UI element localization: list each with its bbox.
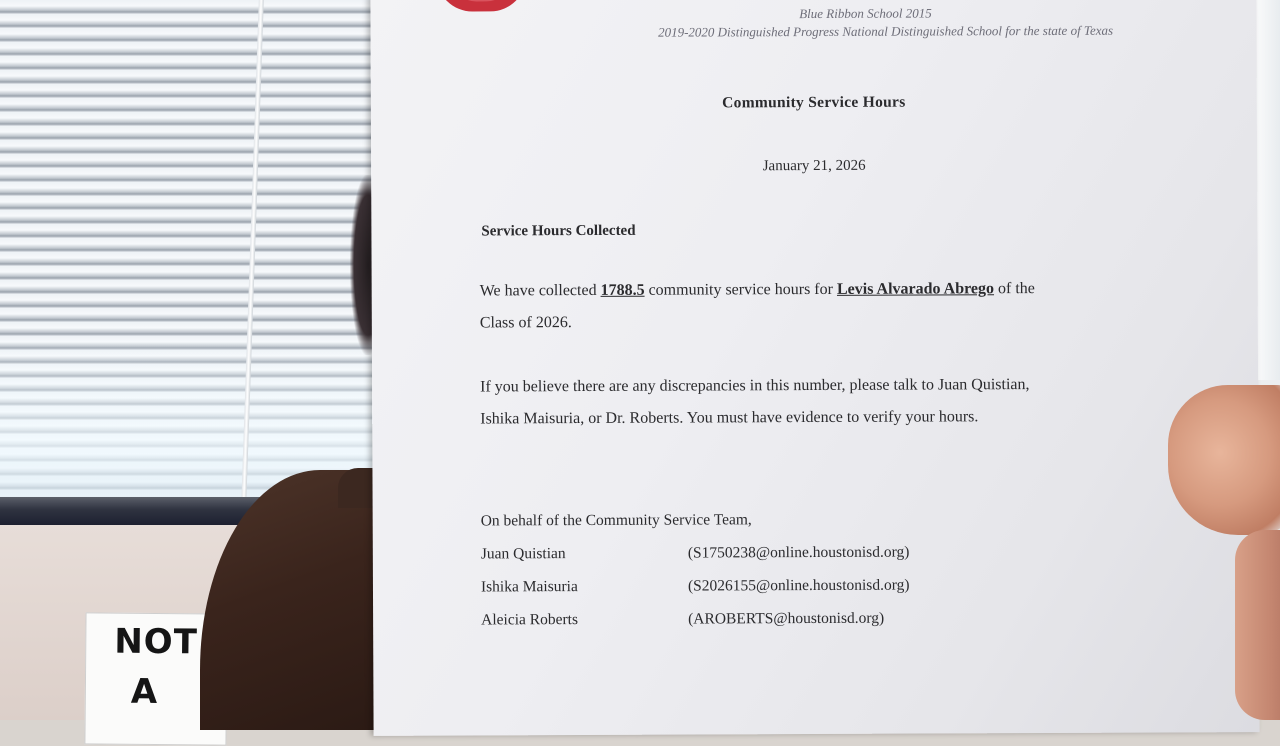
signoff-line: On behalf of the Community Service Team, <box>480 511 752 530</box>
para1-text-c: of the <box>993 280 1035 298</box>
header-distinction: 2019-2020 Distinguished Progress National Distinguished School for the state of Texas <box>658 22 1114 40</box>
para1-text-d: Class of 2026. <box>479 314 572 332</box>
letter-paper <box>370 0 1259 736</box>
holding-fingers <box>1235 530 1280 720</box>
team-member-name: Ishika Maisuria <box>480 578 578 596</box>
sign-line-2: A <box>130 671 159 713</box>
letter-subheading: Service Hours Collected <box>481 222 636 240</box>
header-award: Blue Ribbon School 2015 <box>799 5 932 22</box>
team-member-email: (AROBERTS@houstonisd.org) <box>688 609 885 628</box>
student-name: Levis Alvarado Abrego <box>836 280 995 298</box>
letter-date: January 21, 2026 <box>762 157 866 175</box>
sign-line-1: NOT <box>114 621 199 663</box>
para2-line-1: If you believe there are any discrepancies in this number, please talk to Juan Quistian, <box>480 376 1030 396</box>
para1-text-b: community service hours for <box>644 280 837 299</box>
letter-title: Community Service Hours <box>722 93 906 112</box>
team-member-email: (S1750238@online.houstonisd.org) <box>687 543 910 562</box>
hours-value: 1788.5 <box>600 281 645 299</box>
discrepancy-paragraph <box>480 369 1150 436</box>
para1-text-a: We have collected <box>479 281 601 300</box>
hours-paragraph <box>480 273 1150 340</box>
team-member-name: Juan Quistian <box>480 545 566 563</box>
para2-line-2: Ishika Maisuria, or Dr. Roberts. You must have evidence to verify your hours. <box>480 408 979 428</box>
team-member-email: (S2026155@online.houstonisd.org) <box>687 576 910 595</box>
team-member-name: Aleicia Roberts <box>481 611 579 629</box>
